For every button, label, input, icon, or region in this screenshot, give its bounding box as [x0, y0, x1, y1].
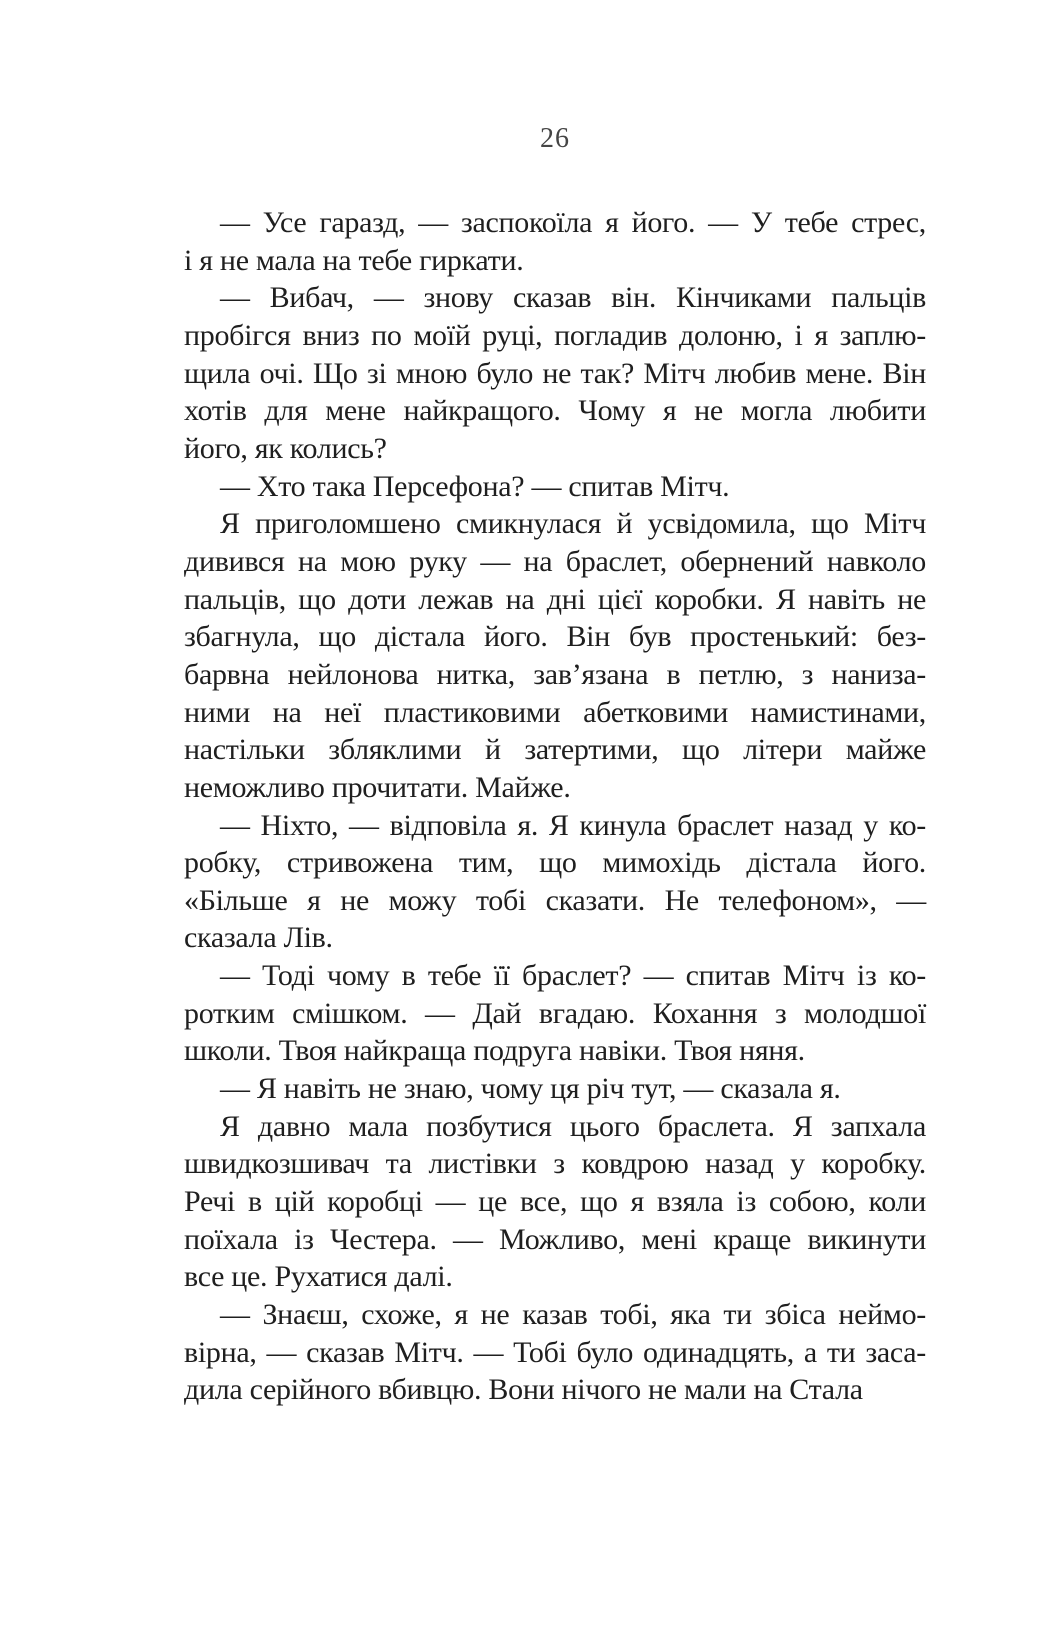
text-line: робку, стривожена тим, що мимохідь дістала його. [184, 846, 926, 880]
text-line: настільки збляклими й затертими, що літери майже [184, 733, 926, 767]
paragraph [184, 204, 926, 279]
text-line: пальців, що доти лежав на дні цієї коробки. Я навіть не [184, 582, 926, 616]
book-page [184, 0, 926, 1630]
text-line: збагнула, що дістала його. Він був простенький: без- [184, 620, 926, 654]
paragraph [184, 505, 926, 806]
text-line: швидкозшивач та листівки з ковдрою назад у коробку. [184, 1147, 926, 1181]
text-line: дила серійного вбивцю. Вони нічого не мали на Стала [184, 1373, 863, 1407]
text-line: і я не мала на тебе гиркати. [184, 243, 524, 277]
paragraph [184, 957, 926, 1070]
paragraph [184, 1070, 926, 1108]
text-line: Я давно мала позбутися цього браслета. Я запхала [220, 1109, 926, 1143]
paragraph [184, 1296, 926, 1409]
text-line: все це. Рухатися далі. [184, 1260, 453, 1294]
paragraph [184, 807, 926, 958]
text-line: — Я навіть не знаю, чому ця річ тут, — сказала я. [220, 1072, 841, 1106]
text-line: дивився на мою руку — на браслет, обернений навколо [184, 544, 926, 578]
text-line: — Тоді чому в тебе її браслет? — спитав Мітч із ко- [220, 959, 926, 993]
text-line: — Ніхто, — відповіла я. Я кинула браслет назад у ко- [220, 808, 926, 842]
text-line: ротким смішком. — Дай вгадаю. Кохання з молодшої [184, 996, 926, 1030]
text-line: сказала Лів. [184, 921, 333, 955]
text-line: — Хто така Персефона? — спитав Мітч. [220, 469, 730, 503]
text-line: — Вибач, — знову сказав він. Кінчиками пальців [220, 281, 926, 315]
text-line: — Знаєш, схоже, я не казав тобі, яка ти збіса неймо- [220, 1298, 926, 1332]
page-number: 26 [540, 123, 570, 154]
text-line: ними на неї пластиковими абетковими намистинами, [184, 695, 926, 729]
paragraph [184, 1108, 926, 1296]
paragraph [184, 279, 926, 467]
paragraph [184, 468, 926, 506]
text-line: барвна нейлонова нитка, зав’язана в петлю, з наниза- [184, 657, 926, 691]
text-line: вірна, — сказав Мітч. — Тобі було одинадцять, а ти заса- [184, 1335, 926, 1369]
text-line: його, як колись? [184, 431, 387, 465]
text-line: поїхала із Честера. — Можливо, мені краще викинути [184, 1222, 926, 1256]
text-line: щила очі. Що зі мною було не так? Мітч любив мене. Він [184, 356, 926, 390]
page-text [184, 204, 926, 1409]
text-line: неможливо прочитати. Майже. [184, 770, 571, 804]
text-line: школи. Твоя найкраща подруга навіки. Твоя няня. [184, 1034, 805, 1068]
text-line: хотів для мене найкращого. Чому я не могла любити [184, 394, 926, 428]
text-line: Речі в цій коробці — це все, що я взяла із собою, коли [184, 1185, 926, 1219]
text-line: пробігся вниз по моїй руці, погладив долоню, і я заплю- [184, 318, 926, 352]
text-line: Я приголомшено смикнулася й усвідомила, що Мітч [220, 507, 926, 541]
text-line: «Більше я не можу тобі сказати. Не телефоном», — [184, 883, 926, 917]
text-line: — Усе гаразд, — заспокоїла я його. — У тебе стрес, [220, 206, 926, 239]
